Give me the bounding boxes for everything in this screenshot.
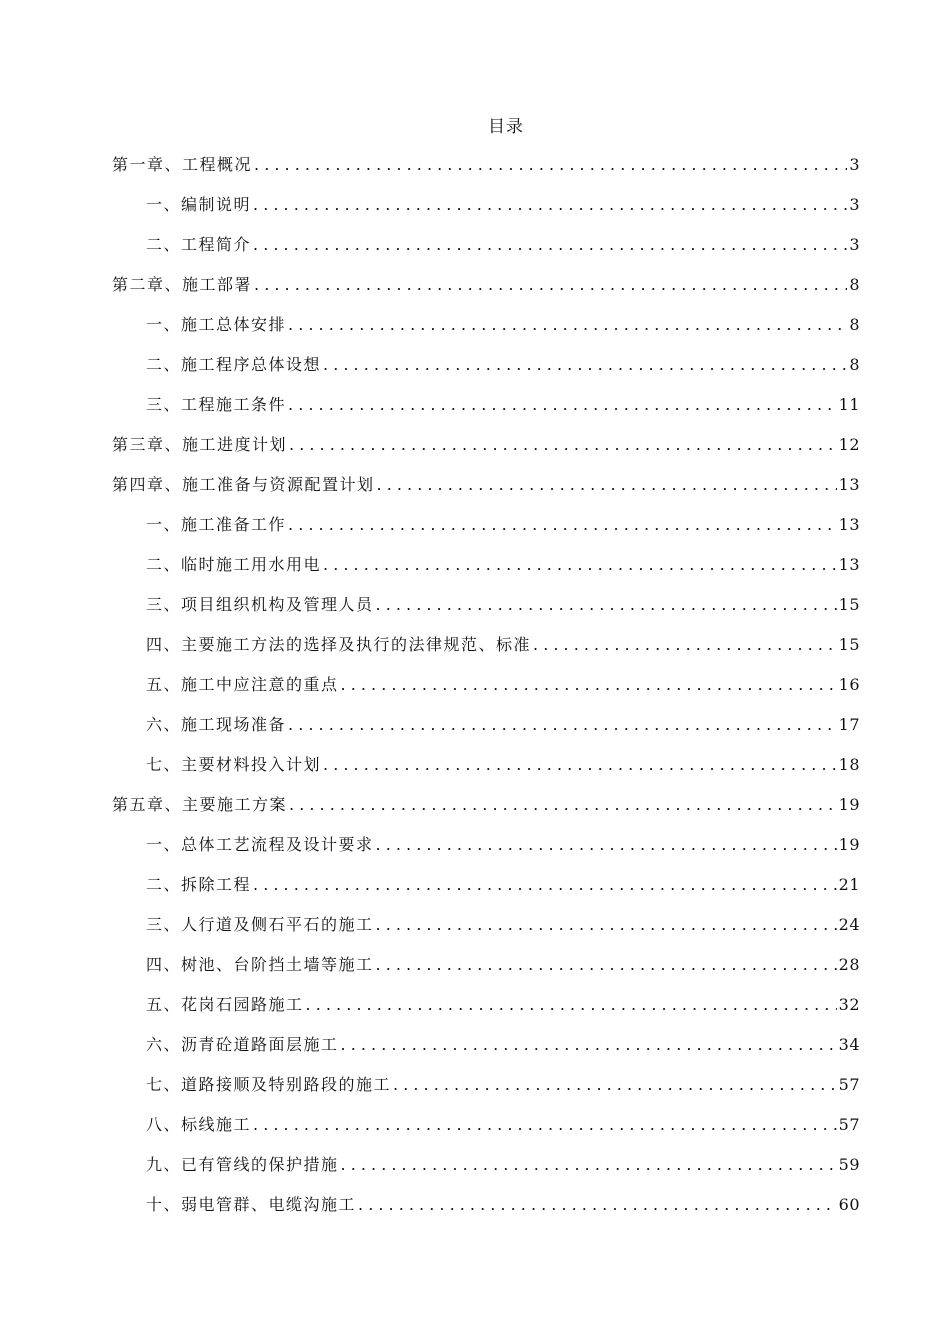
toc-dot-leader: [341, 665, 837, 705]
toc-page-number: 3: [849, 235, 860, 254]
toc-section-entry[interactable]: [112, 1185, 860, 1225]
toc-entry-label: 二、拆除工程: [146, 875, 252, 894]
toc-dot-leader: [289, 425, 837, 465]
toc-page-number: 3: [849, 155, 860, 174]
toc-dot-leader: [253, 185, 847, 225]
toc-dot-leader: [376, 825, 837, 865]
toc-page-number: 17: [838, 715, 860, 734]
toc-page-number: 19: [838, 835, 860, 854]
toc-entry-label: 第五章、主要施工方案: [112, 795, 288, 814]
toc-entry-label: 二、工程简介: [146, 235, 252, 254]
toc-dot-leader: [254, 145, 847, 185]
toc-section-entry[interactable]: [112, 385, 860, 425]
toc-page-number: 11: [838, 395, 860, 414]
toc-section-entry[interactable]: [112, 545, 860, 585]
toc-section-entry[interactable]: [112, 985, 860, 1025]
toc-section-entry[interactable]: [112, 1105, 860, 1145]
toc-section-entry[interactable]: [112, 185, 860, 225]
toc-page-number: 59: [838, 1155, 860, 1174]
toc-dot-leader: [376, 905, 837, 945]
toc-chapter-entry[interactable]: [112, 785, 860, 825]
toc-page-number: 60: [838, 1195, 860, 1214]
toc-entry-label: 第四章、施工准备与资源配置计划: [112, 475, 375, 494]
toc-section-entry[interactable]: [112, 305, 860, 345]
toc-page-number: 24: [838, 915, 860, 934]
toc-dot-leader: [393, 1065, 837, 1105]
toc-page-number: 8: [849, 315, 860, 334]
toc-page-number: 19: [838, 795, 860, 814]
toc-dot-leader: [288, 305, 847, 345]
toc-dot-leader: [323, 545, 837, 585]
toc-entry-label: 六、沥青砼道路面层施工: [146, 1035, 339, 1054]
toc-dot-leader: [376, 585, 837, 625]
toc-dot-leader: [341, 1025, 837, 1065]
toc-section-entry[interactable]: [112, 945, 860, 985]
toc-section-entry[interactable]: [112, 225, 860, 265]
toc-page-number: 57: [838, 1075, 860, 1094]
toc-page-number: 15: [838, 595, 860, 614]
toc-section-entry[interactable]: [112, 1145, 860, 1185]
toc-entry-label: 八、标线施工: [146, 1115, 252, 1134]
toc-entry-label: 第二章、施工部署: [112, 275, 253, 294]
toc-page-number: 18: [838, 755, 860, 774]
toc-page-number: 28: [838, 955, 860, 974]
toc-dot-leader: [288, 705, 837, 745]
toc-chapter-entry[interactable]: [112, 265, 860, 305]
toc-page-number: 16: [838, 675, 860, 694]
toc-entry-label: 一、编制说明: [146, 195, 252, 214]
toc-dot-leader: [288, 385, 837, 425]
toc-entry-label: 五、花岗石园路施工: [146, 995, 304, 1014]
toc-dot-leader: [358, 1185, 837, 1225]
toc-chapter-entry[interactable]: [112, 465, 860, 505]
toc-entry-label: 二、临时施工用水用电: [146, 555, 322, 574]
toc-dot-leader: [289, 785, 837, 825]
toc-chapter-entry[interactable]: [112, 425, 860, 465]
toc-page-number: 15: [838, 635, 860, 654]
toc-dot-leader: [323, 745, 837, 785]
toc-entry-label: 五、施工中应注意的重点: [146, 675, 339, 694]
toc-dot-leader: [377, 465, 837, 505]
toc-dot-leader: [376, 945, 837, 985]
toc-section-entry[interactable]: [112, 345, 860, 385]
toc-section-entry[interactable]: [112, 905, 860, 945]
toc-entry-label: 三、工程施工条件: [146, 395, 287, 414]
table-of-contents: [112, 145, 860, 1225]
toc-dot-leader: [253, 1105, 837, 1145]
toc-entry-label: 二、施工程序总体设想: [146, 355, 322, 374]
toc-page-number: 34: [838, 1035, 860, 1054]
toc-entry-label: 十、弱电管群、电缆沟施工: [146, 1195, 357, 1214]
toc-dot-leader: [323, 345, 847, 385]
toc-page-number: 13: [838, 555, 860, 574]
toc-entry-label: 第三章、施工进度计划: [112, 435, 288, 454]
toc-entry-label: 四、树池、台阶挡土墙等施工: [146, 955, 374, 974]
toc-page-number: 8: [849, 275, 860, 294]
toc-page-number: 32: [838, 995, 860, 1014]
toc-entry-label: 一、施工总体安排: [146, 315, 287, 334]
toc-section-entry[interactable]: [112, 665, 860, 705]
toc-section-entry[interactable]: [112, 585, 860, 625]
toc-section-entry[interactable]: [112, 505, 860, 545]
page-title: 目录: [488, 117, 524, 137]
toc-section-entry[interactable]: [112, 625, 860, 665]
toc-page-number: 8: [849, 355, 860, 374]
toc-dot-leader: [341, 1145, 837, 1185]
toc-dot-leader: [253, 865, 837, 905]
toc-page-number: 13: [838, 475, 860, 494]
toc-page-number: 3: [849, 195, 860, 214]
toc-section-entry[interactable]: [112, 1025, 860, 1065]
toc-entry-label: 九、已有管线的保护措施: [146, 1155, 339, 1174]
toc-entry-label: 四、主要施工方法的选择及执行的法律规范、标准: [146, 635, 532, 654]
toc-dot-leader: [253, 225, 847, 265]
toc-section-entry[interactable]: [112, 705, 860, 745]
toc-section-entry[interactable]: [112, 865, 860, 905]
toc-entry-label: 三、人行道及侧石平石的施工: [146, 915, 374, 934]
toc-entry-label: 三、项目组织机构及管理人员: [146, 595, 374, 614]
toc-entry-label: 一、施工准备工作: [146, 515, 287, 534]
toc-entry-label: 七、道路接顺及特别路段的施工: [146, 1075, 392, 1094]
toc-entry-label: 一、总体工艺流程及设计要求: [146, 835, 374, 854]
toc-dot-leader: [288, 505, 837, 545]
toc-dot-leader: [254, 265, 847, 305]
toc-page-number: 12: [838, 435, 860, 454]
toc-section-entry[interactable]: [112, 745, 860, 785]
toc-section-entry[interactable]: [112, 1065, 860, 1105]
toc-entry-label: 六、施工现场准备: [146, 715, 287, 734]
toc-page-number: 13: [838, 515, 860, 534]
toc-page-number: 57: [838, 1115, 860, 1134]
toc-page-number: 21: [838, 875, 860, 894]
toc-entry-label: 第一章、工程概况: [112, 155, 253, 174]
toc-entry-label: 七、主要材料投入计划: [146, 755, 322, 774]
toc-dot-leader: [306, 985, 837, 1025]
toc-section-entry[interactable]: [112, 825, 860, 865]
toc-chapter-entry[interactable]: [112, 145, 860, 185]
toc-dot-leader: [533, 625, 837, 665]
